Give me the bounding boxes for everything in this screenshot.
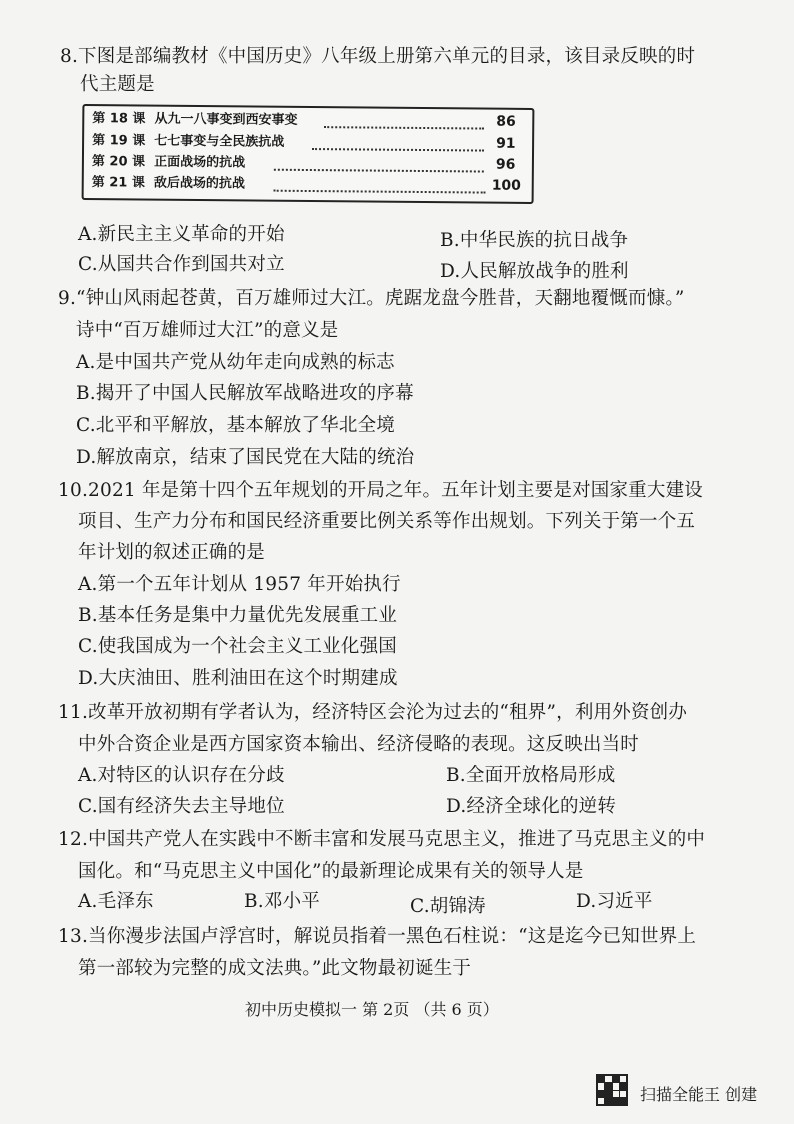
toc-title: 敌后战场的抗战 bbox=[153, 175, 246, 192]
q10-option-a: A.第一个五年计划从 1957 年开始执行 bbox=[78, 574, 401, 595]
q9-option-b: B.揭开了中国人民解放军战略进攻的序幕 bbox=[76, 383, 414, 404]
q9-stem-line2: 诗中“百万雄师过大江”的意义是 bbox=[76, 320, 339, 341]
q10-stem-line3: 年计划的叙述正确的是 bbox=[78, 542, 266, 563]
q12-option-d: D.习近平 bbox=[576, 891, 653, 912]
toc-lesson: 第 21 课 bbox=[91, 175, 145, 191]
q8-stem-line2: 代主题是 bbox=[80, 74, 155, 95]
toc-title: 正面战场的抗战 bbox=[154, 154, 246, 171]
q10-option-c: C.使我国成为一个社会主义工业化强国 bbox=[78, 636, 397, 657]
toc-row-19 bbox=[92, 132, 284, 152]
q9-option-c: C.北平和平解放，基本解放了华北全境 bbox=[76, 415, 395, 436]
q10-stem-line1: 10.2021 年是第十四个五年规划的开局之年。五年计划主要是对国家重大建设 bbox=[58, 480, 703, 501]
q9-option-a: A.是中国共产党从幼年走向成熟的标志 bbox=[76, 352, 395, 373]
q11-stem-line2: 中外合资企业是西方国家资本输出、经济侵略的表现。这反映出当时 bbox=[78, 734, 640, 755]
q11-option-a: A.对特区的认识存在分歧 bbox=[78, 765, 285, 786]
q10-stem-line2: 项目、生产力分布和国民经济重要比例关系等作出规划。下列关于第一个五 bbox=[78, 511, 696, 532]
q13-stem-line2: 第一部较为完整的成文法典。”此文物最初诞生于 bbox=[78, 958, 472, 979]
q10-option-d: D.大庆油田、胜利油田在这个时期建成 bbox=[78, 668, 398, 689]
toc-page-number: 100 bbox=[491, 177, 522, 194]
toc-leader-dots bbox=[274, 190, 486, 194]
toc-row-18 bbox=[92, 110, 297, 130]
toc-lesson: 第 18 课 bbox=[92, 111, 146, 127]
toc-lesson: 第 20 课 bbox=[91, 154, 146, 170]
q9-option-d: D.解放南京，结束了国民党在大陆的统治 bbox=[76, 447, 415, 468]
q8-stem-line1: 8.下图是部编教材《中国历史》八年级上册第六单元的目录，该目录反映的时 bbox=[60, 46, 696, 67]
table-of-contents-box bbox=[82, 104, 535, 204]
toc-page-number: 86 bbox=[496, 113, 516, 130]
toc-leader-dots bbox=[312, 148, 484, 152]
toc-page-number: 91 bbox=[496, 135, 516, 152]
q8-option-d: D.人民解放战争的胜利 bbox=[440, 261, 629, 282]
toc-leader-dots bbox=[324, 126, 484, 129]
q11-stem-line1: 11.改革开放初期有学者认为，经济特区会沦为过去的“租界”，利用外资创办 bbox=[58, 702, 688, 723]
q12-option-a: A.毛泽东 bbox=[78, 891, 154, 912]
q11-option-d: D.经济全球化的逆转 bbox=[446, 796, 617, 817]
toc-title: 从九一八事变到西安事变 bbox=[154, 111, 298, 128]
q8-option-b: B.中华民族的抗日战争 bbox=[440, 230, 629, 251]
q11-option-c: C.国有经济失去主导地位 bbox=[78, 796, 285, 817]
q8-option-a: A.新民主主义革命的开始 bbox=[78, 224, 285, 245]
page-footer: 初中历史模拟一 第 2页 （共 6 页） bbox=[245, 1000, 499, 1019]
q12-option-c: C.胡锦涛 bbox=[410, 896, 486, 917]
toc-page-number: 96 bbox=[495, 156, 516, 173]
q10-option-b: B.基本任务是集中力量优先发展重工业 bbox=[78, 605, 398, 626]
q11-option-b: B.全面开放格局形成 bbox=[446, 765, 616, 786]
q12-stem-line1: 12.中国共产党人在实践中不断丰富和发展马克思主义，推进了马克思主义的中 bbox=[58, 829, 706, 850]
toc-row-20 bbox=[92, 153, 245, 172]
qr-code-icon bbox=[596, 1074, 628, 1106]
toc-row-21 bbox=[92, 174, 245, 193]
q13-stem-line1: 13.当你漫步法国卢浮宫时，解说员指着一黑色石柱说：“这是迄今已知世界上 bbox=[58, 926, 697, 947]
toc-title: 七七事变与全民族抗战 bbox=[154, 133, 285, 150]
q8-option-c: C.从国共合作到国共对立 bbox=[78, 254, 285, 275]
scanner-watermark-text: 扫描全能王 创建 bbox=[640, 1085, 758, 1104]
toc-lesson: 第 19 课 bbox=[92, 133, 146, 149]
q9-stem-line1: 9.“钟山风雨起苍黄，百万雄师过大江。虎踞龙盘今胜昔，天翻地覆慨而慷。” bbox=[58, 288, 685, 309]
toc-leader-dots bbox=[274, 169, 484, 173]
q12-stem-line2: 国化。和“马克思主义中国化”的最新理论成果有关的领导人是 bbox=[78, 861, 584, 882]
q12-option-b: B.邓小平 bbox=[244, 891, 320, 912]
